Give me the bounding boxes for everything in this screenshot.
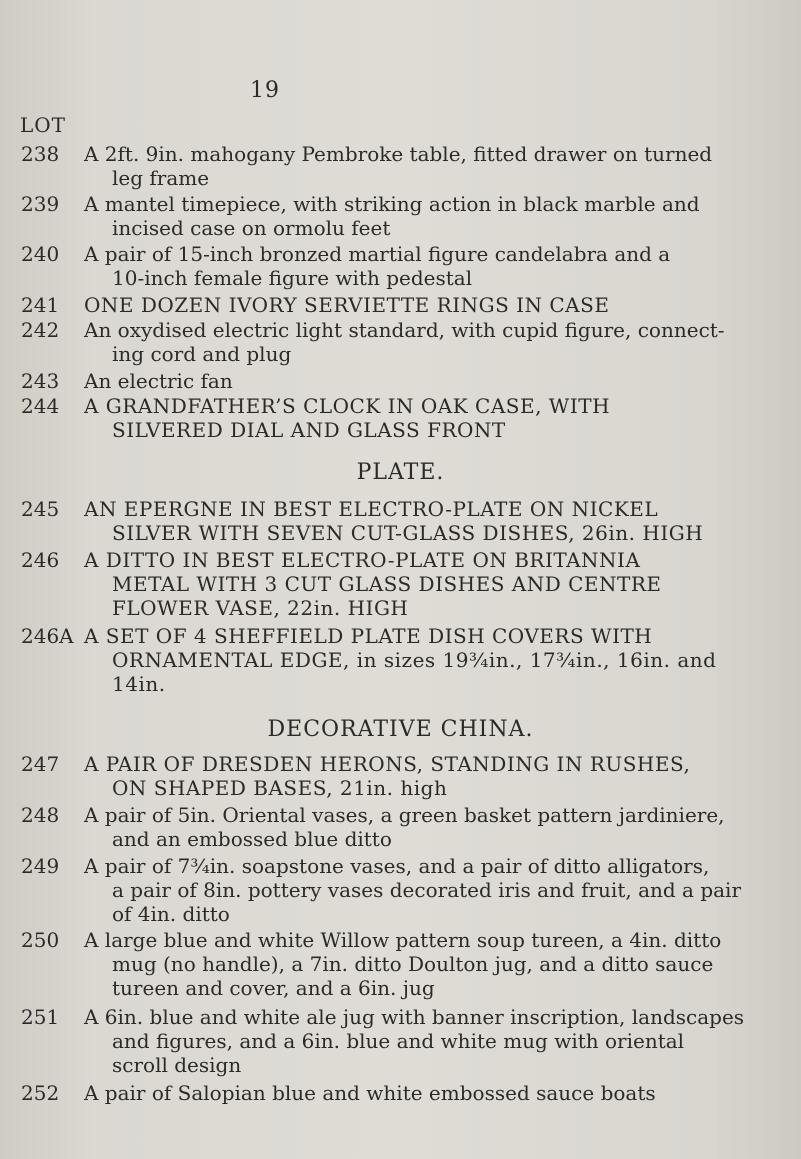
description-line: A pair of 5in. Oriental vases, a green basket pattern jardiniere, (84, 803, 725, 827)
description-line: ONE DOZEN IVORY SERVIETTE RINGS IN CASE (84, 293, 610, 317)
description-line: A pair of Salopian blue and white embossed sauce boats (84, 1081, 656, 1105)
lot-number: 242 (21, 318, 60, 342)
lot-description (84, 928, 780, 1000)
description-line: FLOWER VASE, 22in. HIGH (112, 596, 409, 620)
lot-description (84, 242, 780, 290)
lot-description (84, 142, 780, 190)
lot-number: 250 (21, 928, 60, 952)
lot-number: 243 (21, 369, 60, 393)
description-line: A SET OF 4 SHEFFIELD PLATE DISH COVERS WITH (84, 624, 653, 648)
description-line: a pair of 8in. pottery vases decorated iris and fruit, and a pair (112, 878, 742, 902)
lot-description (84, 318, 780, 366)
lot-description (84, 548, 780, 620)
description-line: and figures, and a 6in. blue and white mug with oriental (112, 1029, 685, 1053)
lot-number: 241 (21, 293, 60, 317)
lot-description (84, 1081, 780, 1105)
description-line: SILVERED DIAL AND GLASS FRONT (112, 418, 506, 442)
description-line: SILVER WITH SEVEN CUT-GLASS DISHES, 26in. HIGH (112, 521, 704, 545)
description-line: 10-inch female figure with pedestal (112, 266, 473, 290)
description-line: leg frame (112, 166, 210, 190)
description-line: A 6in. blue and white ale jug with banner inscription, landscapes (84, 1005, 745, 1029)
lot-number: 245 (21, 497, 60, 521)
lot-description (84, 192, 780, 240)
section-heading: DECORATIVE CHINA. (267, 717, 534, 742)
lot-number: 244 (21, 394, 60, 418)
description-line: AN EPERGNE IN BEST ELECTRO-PLATE ON NICKEL (84, 497, 659, 521)
description-line: incised case on ormolu feet (112, 216, 391, 240)
lot-description (84, 803, 780, 851)
description-line: A PAIR OF DRESDEN HERONS, STANDING IN RUSHES, (84, 752, 691, 776)
lot-description (84, 293, 780, 317)
description-line: METAL WITH 3 CUT GLASS DISHES AND CENTRE (112, 572, 662, 596)
description-line: mug (no handle), a 7in. ditto Doulton jug, and a ditto sauce (112, 952, 714, 976)
description-line: A mantel timepiece, with striking action in black marble and (84, 192, 700, 216)
lot-number: 247 (21, 752, 60, 776)
lot-number: 249 (21, 854, 60, 878)
description-line: A pair of 7¾in. soapstone vases, and a pair of ditto alligators, (84, 854, 710, 878)
description-line: ing cord and plug (112, 342, 292, 366)
section-heading: PLATE. (356, 460, 445, 485)
description-line: A pair of 15-inch bronzed martial figure candelabra and a (84, 242, 671, 266)
page-number: 19 (250, 78, 280, 103)
description-line: A large blue and white Willow pattern soup tureen, a 4in. ditto (84, 928, 722, 952)
lot-description (84, 624, 780, 696)
description-line: scroll design (112, 1053, 242, 1077)
lot-description (84, 369, 780, 393)
lot-number: 246 (21, 548, 60, 572)
lot-description (84, 1005, 780, 1077)
description-line: tureen and cover, and a 6in. jug (112, 976, 435, 1000)
description-line: An oxydised electric light standard, with cupid figure, connect- (84, 318, 725, 342)
description-line: A DITTO IN BEST ELECTRO-PLATE ON BRITANNIA (84, 548, 641, 572)
description-line: A GRANDFATHER’S CLOCK IN OAK CASE, WITH (84, 394, 611, 418)
lot-number: 238 (21, 142, 60, 166)
description-line: and an embossed blue ditto (112, 827, 392, 851)
lot-number: 252 (21, 1081, 60, 1105)
lot-description (84, 854, 780, 926)
lot-number: 251 (21, 1005, 60, 1029)
lot-number: 240 (21, 242, 60, 266)
lot-description (84, 497, 780, 545)
description-line: 14in. (112, 672, 166, 696)
lot-number: 248 (21, 803, 60, 827)
description-line: ON SHAPED BASES, 21in. high (112, 776, 448, 800)
lot-number: 246A (21, 624, 74, 648)
description-line: ORNAMENTAL EDGE, in sizes 19¾in., 17¾in., 16in. and (112, 648, 717, 672)
description-line: A 2ft. 9in. mahogany Pembroke table, fitted drawer on turned (84, 142, 713, 166)
description-line: of 4in. ditto (112, 902, 230, 926)
lot-column-header: LOT (20, 113, 67, 137)
lot-number: 239 (21, 192, 60, 216)
lot-description (84, 752, 780, 800)
description-line: An electric fan (84, 369, 233, 393)
lot-description (84, 394, 780, 442)
